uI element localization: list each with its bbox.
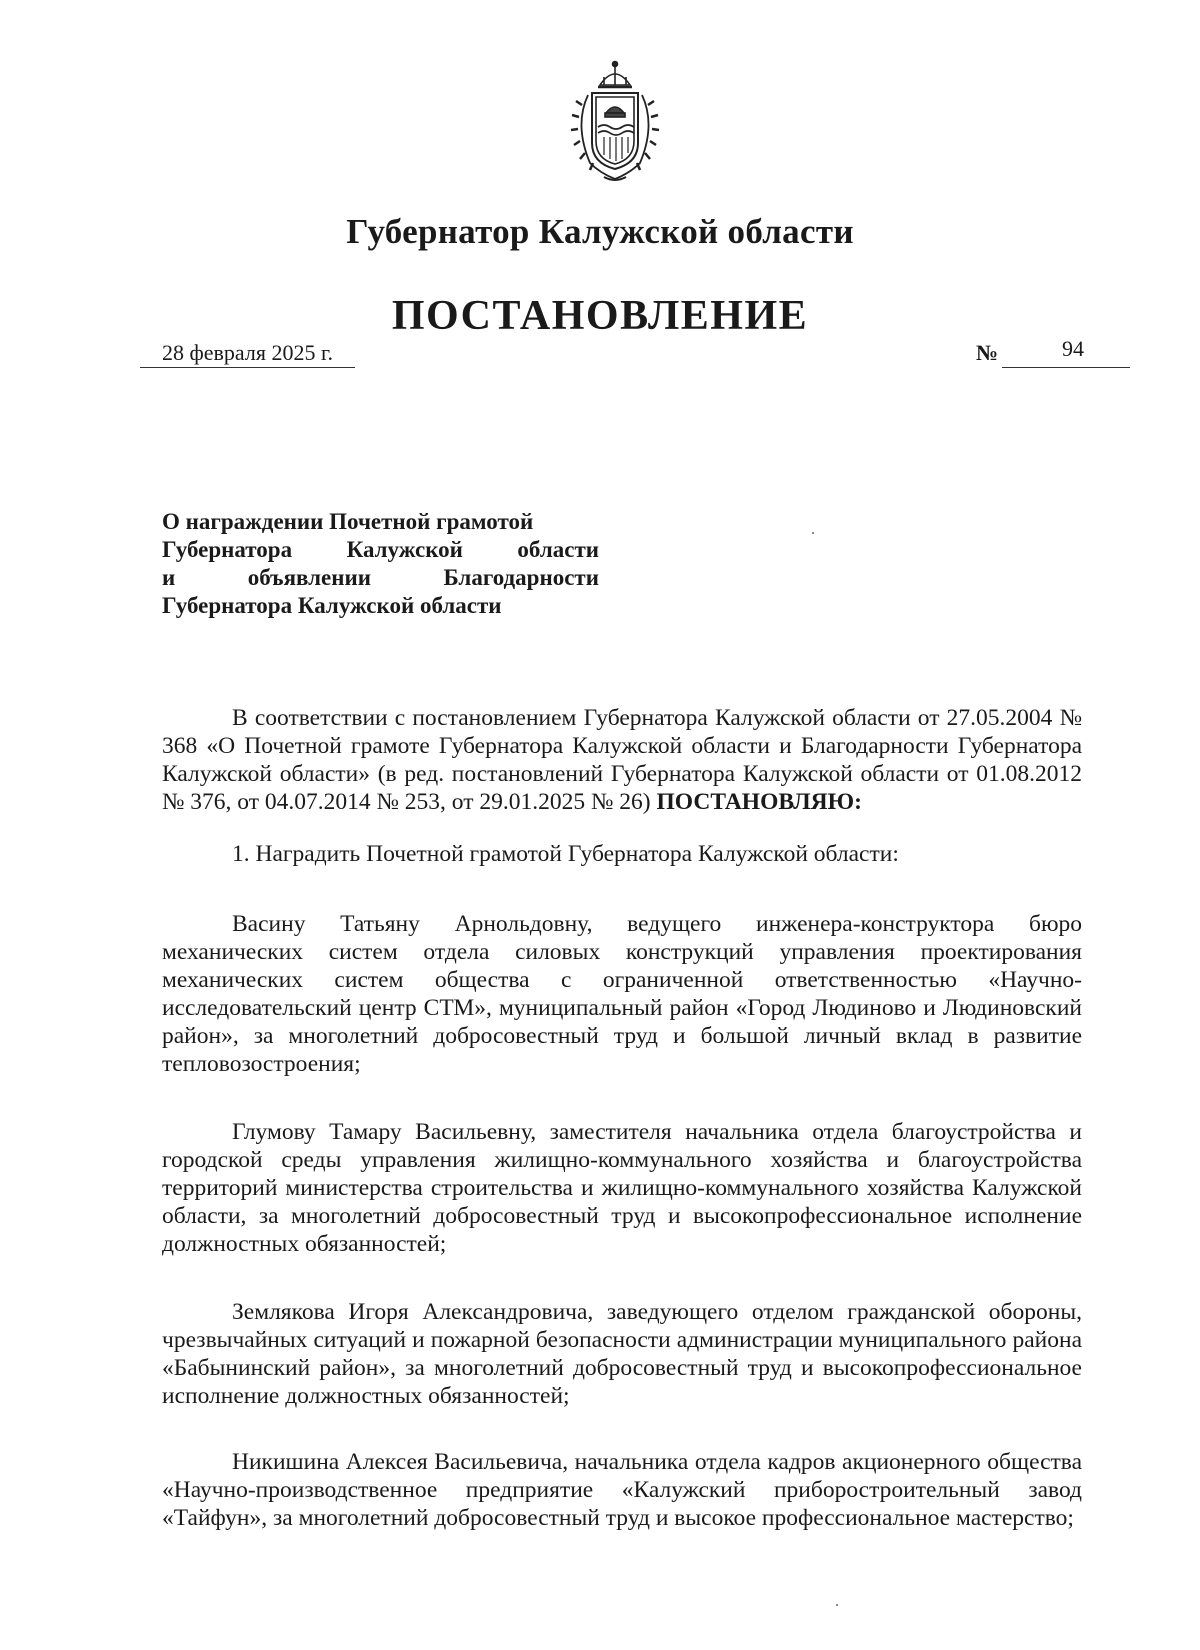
issuer-title: Губернатор Калужской области <box>346 212 854 251</box>
awardee-paragraph <box>162 1298 1082 1410</box>
item-1-text: 1. Наградить Почетной грамотой Губернатора Калужской области: <box>232 841 899 867</box>
awardee-paragraph <box>162 1118 1082 1258</box>
subject-line: и объявлении Благодарности <box>162 565 599 590</box>
decree-word: ПОСТАНОВЛЯЮ: <box>656 789 862 815</box>
scan-speck <box>836 1604 838 1606</box>
coat-of-arms-icon <box>560 55 670 185</box>
document-number: 94 <box>1062 336 1084 361</box>
subject-line: Губернатора Калужской области <box>162 537 599 562</box>
awardee-text: Васину Татьяну Арнольдовну, ведущего инженера-конструктора бюро механических систем отдела силовых конструкций управления проектирования механических систем общества с ограниченной ответственностью «Научно-исследовательский центр СТМ», муниципальный район «Город Людиново и Людиновский район», за многолетний добросовестный труд и большой личный вклад в развитие тепловозостроения; <box>162 911 1082 1077</box>
preamble-text: В соответствии с постановлением Губернатора Калужской области от 27.05.2004 № 368 «О Почетной грамоте Губернатора Калужской области и Благодарности Губернатора Калужской области» (в ред. постановлений Губернатора Калужской области от 01.08.2012 № 376, от 04.07.2014 № 253, от 29.01.2025 № 26) <box>162 705 1082 815</box>
document-type-title: ПОСТАНОВЛЕНИЕ <box>391 293 809 339</box>
number-label: № <box>976 340 999 365</box>
item-1 <box>162 840 1082 868</box>
awardee-text: Глумову Тамару Васильевну, заместителя начальника отдела благоустройства и городской среды управления жилищно-коммунального хозяйства и благоустройства территорий министерства строительства и жилищно-коммунального хозяйства Калужской области, за многолетний добросовестный труд и высокопрофессиональное исполнение должностных обязанностей; <box>162 1119 1082 1257</box>
preamble-paragraph <box>162 704 1082 816</box>
awardee-paragraph <box>162 910 1082 1078</box>
document-subject <box>162 508 599 620</box>
awardee-text: Никишина Алексея Васильевича, начальника отдела кадров акционерного общества «Научно-производственное предприятие «Калужский приборостроительный завод «Тайфун», за многолетний добросовестный труд и высокое профессиональное мастерство; <box>162 1449 1082 1531</box>
awardee-text: Землякова Игоря Александровича, заведующего отделом гражданской обороны, чрезвычайных ситуаций и пожарной безопасности администрации муниципального района «Бабынинский район», за многолетний добросовестный труд и высокопрофессиональное исполнение должностных обязанностей; <box>162 1299 1082 1409</box>
document-date: 28 февраля 2025 г. <box>162 340 334 365</box>
subject-line: О награждении Почетной грамотой <box>162 509 534 534</box>
scan-speck <box>812 532 814 534</box>
awardee-paragraph <box>162 1448 1082 1532</box>
subject-line: Губернатора Калужской области <box>162 593 502 618</box>
